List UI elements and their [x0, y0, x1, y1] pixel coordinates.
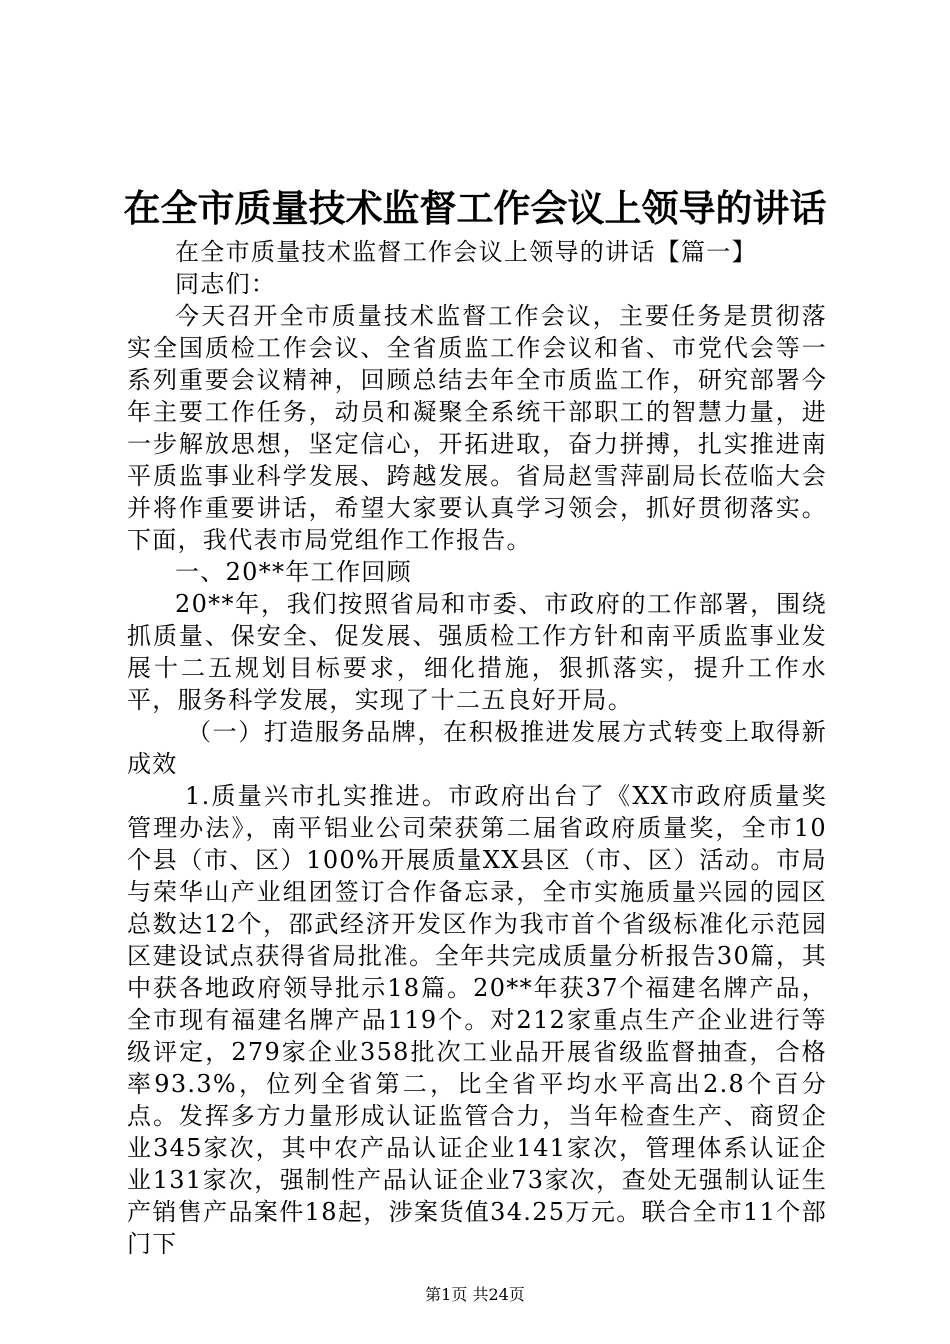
section-heading: 在全市质量技术监督工作会议上领导的讲话【篇一】: [175, 238, 757, 266]
salutation: 同志们：: [175, 270, 277, 298]
body-paragraph: 1.质量兴市扎实推进。市政府出台了《XX市政府质量奖管理办法》，南平铝业公司荣获第二届省政府质量奖，全市10个县（市、区）100%开展质量XX县区（市、区）活动。市局与荣华山产业组团签订合作备忘录，全市实施质量兴园的园区总数达12个，邵武经济开发区作为我市首个省级标准化示范园区建设试点获得省局批准。全年共完成质量分析报告30篇，其中获各地政府领导批示18篇。20**年获37个福建名牌产品，全市现有福建名牌产品119个。对212家重点生产企业进行等级评定，279家企业358批次工业品开展省级监督抽查，合格率93.3%，位列全省第二，比全省平均水平高出2.8个百分点。发挥多方力量形成认证监管合力，当年检查生产、商贸企业345家次，其中农产品认证企业141家次，管理体系认证企业131家次，强制性产品认证企业73家次，查处无强制认证生产销售产品案件18起，涉案货值34.25万元。联合全市11个部门下: [127, 782, 827, 1258]
body-paragraph: 20**年，我们按照省局和市委、市政府的工作部署，围绕抓质量、保安全、促发展、强质检工作方针和南平质监事业发展十二五规划目标要求，细化措施，狠抓落实，提升工作水平，服务科学发展，实现了十二五良好开局。: [127, 590, 827, 714]
subsection-heading: （一）打造服务品牌，在积极推进发展方式转变上取得新成效: [127, 718, 827, 778]
body-paragraph: 今天召开全市质量技术监督工作会议，主要任务是贯彻落实全国质检工作会议、全省质监工作会议和省、市党代会等一系列重要会议精神，回顾总结去年全市质监工作，研究部署今年主要工作任务，动员和凝聚全系统干部职工的智慧力量，进一步解放思想，坚定信心，开拓进取，奋力拼搏，扎实推进南平质监事业科学发展、跨越发展。省局赵雪萍副局长莅临大会并将作重要讲话，希望大家要认真学习领会，抓好贯彻落实。下面，我代表市局党组作工作报告。: [127, 302, 827, 554]
document-title: 在全市质量技术监督工作会议上领导的讲话: [123, 186, 827, 230]
page-footer: 第1页 共24页: [425, 1285, 525, 1304]
chapter-heading: 一、20**年工作回顾: [175, 558, 412, 586]
document-body: [127, 236, 827, 1260]
